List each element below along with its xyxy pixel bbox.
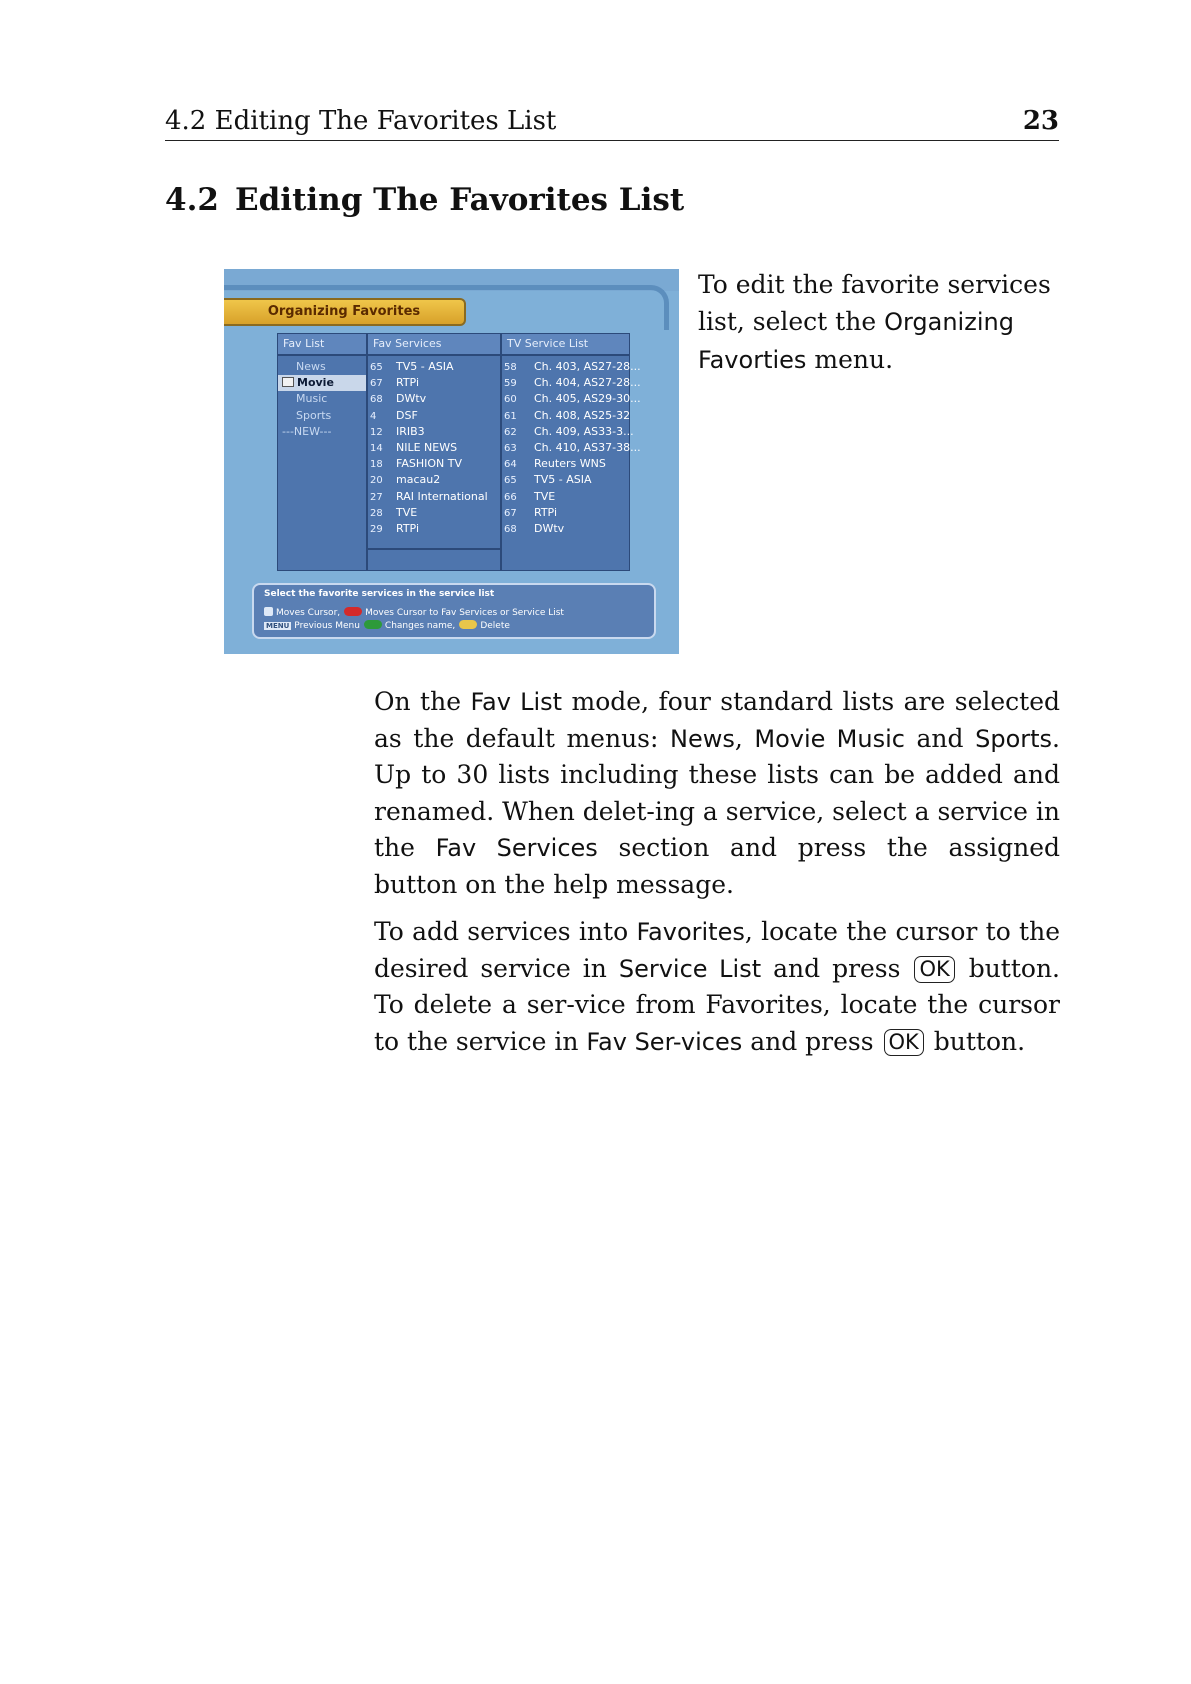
- arrow-keys-icon: [264, 607, 273, 616]
- fav-service-row: [368, 408, 500, 424]
- fav-service-number: 4: [370, 410, 377, 422]
- fav-service-name: FASHION TV: [396, 457, 462, 471]
- tv-service-name: Reuters WNS: [534, 457, 606, 471]
- tv-service-name: Ch. 409, AS33-3...: [534, 424, 634, 438]
- term-news: News: [670, 724, 735, 753]
- section-heading: [165, 182, 684, 218]
- fav-list-item: Sports: [296, 408, 332, 422]
- tv-service-number: 65: [504, 475, 517, 487]
- term-movie-music: Movie Music: [754, 724, 905, 753]
- fav-service-number: 28: [370, 507, 383, 519]
- tv-help-box: [252, 583, 656, 639]
- section-number: 4.2: [165, 182, 219, 218]
- paragraph-add-services: [374, 914, 1060, 1060]
- help-line-3: [264, 620, 510, 631]
- help-line-2: [264, 607, 564, 618]
- fav-service-name: macau2: [396, 473, 441, 487]
- text: and press: [761, 953, 913, 983]
- term-favorites: Favorites: [636, 918, 745, 946]
- fav-service-number: 68: [370, 394, 383, 406]
- fav-service-name: TVE: [396, 505, 418, 519]
- text: button.: [925, 1026, 1026, 1056]
- tv-service-row: [502, 489, 629, 505]
- red-button-icon: [344, 607, 362, 616]
- paragraph-fav-list: [374, 684, 1060, 903]
- tv-service-row: [502, 375, 641, 391]
- tv-screenshot: [224, 269, 679, 654]
- fav-service-row: [368, 505, 500, 521]
- fav-service-name: IRIB3: [396, 424, 425, 438]
- text: On the: [374, 687, 471, 716]
- fav-service-number: 65: [370, 362, 383, 373]
- tv-service-number: 67: [504, 507, 517, 519]
- tv-service-row: [502, 424, 634, 440]
- fav-service-name: DSF: [396, 408, 418, 422]
- fav-service-number: 67: [370, 378, 383, 390]
- fav-list-column: [278, 334, 368, 570]
- fav-service-number: 20: [370, 475, 383, 487]
- tv-service-name: TVE: [534, 489, 556, 503]
- tv-service-name: TV5 - ASIA: [534, 473, 592, 487]
- fav-list-item: Music: [296, 392, 328, 406]
- tv-service-name: Ch. 404, AS27-28...: [534, 376, 641, 390]
- text: mode, four standard lists are selected as the default menus:: [374, 687, 1060, 753]
- term-fav-services: Fav Services: [435, 834, 598, 862]
- running-head: [165, 104, 1059, 141]
- fav-list-header: Fav List: [278, 334, 366, 356]
- tv-service-row: [502, 359, 641, 375]
- fav-service-row: [368, 424, 500, 440]
- text: button. To delete a ser-vice from Favorites, locate the cursor to the service in: [374, 953, 1061, 1056]
- intro-text-1: To edit the favorite services list, select the: [698, 270, 1051, 336]
- tv-service-name: DWtv: [534, 521, 565, 535]
- intro-paragraph: [698, 266, 1060, 379]
- help-previous-menu: Previous Menu: [294, 621, 360, 631]
- page-number: 23: [1022, 106, 1059, 136]
- term-fav-services: Fav Ser-vices: [586, 1027, 743, 1056]
- tv-service-number: 66: [504, 491, 517, 503]
- fav-service-number: 18: [370, 459, 383, 471]
- text: and: [904, 723, 976, 753]
- green-button-icon: [364, 620, 382, 629]
- fav-service-name: RAI International: [396, 489, 488, 503]
- tv-service-number: 60: [504, 394, 517, 406]
- body-text: [374, 684, 1060, 1071]
- fav-service-number: 27: [370, 491, 383, 503]
- help-moves-to: Moves Cursor to Fav Services or Service List: [365, 608, 564, 618]
- tv-service-row: [502, 456, 629, 472]
- yellow-button-icon: [459, 620, 477, 629]
- text: To add services into: [374, 917, 637, 946]
- term-sports: Sports: [975, 724, 1053, 753]
- tv-service-number: 58: [504, 362, 517, 373]
- tv-service-number: 61: [504, 410, 517, 422]
- tv-service-row: [502, 472, 629, 488]
- tv-service-list-header: TV Service List: [502, 334, 629, 356]
- fav-list-item-new: ---NEW---: [282, 424, 332, 438]
- tv-service-name: RTPi: [534, 505, 558, 519]
- fav-service-row: [368, 489, 500, 505]
- fav-service-name: RTPi: [396, 521, 420, 535]
- tv-menu-title: Organizing Favorites: [224, 298, 466, 326]
- ok-key: OK: [884, 1029, 924, 1056]
- fav-service-row: [368, 391, 500, 407]
- term-service-list: Service List: [618, 954, 762, 983]
- fav-service-number: 12: [370, 426, 383, 438]
- tv-service-number: 68: [504, 523, 517, 535]
- tv-service-number: 64: [504, 459, 517, 471]
- fav-service-number: 14: [370, 442, 383, 454]
- fav-services-column: [368, 334, 502, 570]
- intro-menu-name: Organizing Favorties: [698, 308, 1014, 374]
- fav-services-footer: [368, 548, 500, 570]
- text: , locate the cursor to the desired service in: [374, 917, 1060, 983]
- ok-key: OK: [914, 956, 954, 983]
- tv-service-name: Ch. 410, AS37-38...: [534, 440, 641, 454]
- running-head-title: 4.2 Editing The Favorites List: [165, 106, 557, 136]
- menu-key-icon: MENU: [266, 622, 290, 630]
- fav-service-row: [368, 521, 500, 537]
- fav-service-name: RTPi: [396, 376, 420, 390]
- term-fav-list: Fav List: [470, 688, 563, 716]
- fav-list-item-label: Movie: [297, 376, 334, 390]
- tv-service-row: [502, 408, 629, 424]
- help-title: Select the favorite services in the service list: [264, 589, 495, 599]
- text: ,: [734, 723, 755, 753]
- fav-service-name: NILE NEWS: [396, 440, 458, 454]
- tv-service-name: Ch. 403, AS27-28...: [534, 360, 641, 373]
- tv-service-row: [502, 440, 641, 456]
- text: . Up to 30 lists including these lists can be added and renamed. When delet-ing a service, select a service in the: [374, 723, 1060, 862]
- text: section and press the assigned button on the help message.: [374, 833, 1061, 899]
- fav-service-row: [368, 375, 500, 391]
- fav-service-number: 29: [370, 523, 383, 535]
- tv-service-number: 63: [504, 442, 517, 454]
- help-moves-cursor: Moves Cursor,: [276, 608, 341, 618]
- intro-text-2: menu.: [806, 345, 894, 374]
- tv-service-list-column: [502, 334, 641, 570]
- fav-service-name: TV5 - ASIA: [396, 360, 454, 373]
- tv-service-name: Ch. 408, AS25-32: [534, 408, 631, 422]
- section-title: Editing The Favorites List: [235, 182, 685, 218]
- fav-list-item: News: [296, 360, 326, 373]
- fav-service-row: [368, 359, 500, 375]
- fav-service-row: [368, 456, 500, 472]
- tv-service-number: 62: [504, 426, 517, 438]
- help-changes-name: Changes name,: [384, 621, 456, 631]
- fav-list-item-selected: [278, 375, 366, 391]
- fav-service-name: DWtv: [396, 392, 427, 406]
- tv-service-number: 59: [504, 378, 517, 390]
- tv-lists-panel: [277, 333, 641, 571]
- folder-icon: [282, 377, 294, 387]
- tv-service-row: [502, 505, 629, 521]
- tv-service-row: [502, 391, 641, 407]
- tv-service-row: [502, 521, 629, 537]
- help-delete: Delete: [480, 621, 510, 631]
- fav-services-header: Fav Services: [368, 334, 500, 356]
- text: and press: [742, 1026, 882, 1056]
- fav-service-row: [368, 472, 500, 488]
- fav-service-row: [368, 440, 500, 456]
- tv-service-name: Ch. 405, AS29-30...: [534, 392, 641, 406]
